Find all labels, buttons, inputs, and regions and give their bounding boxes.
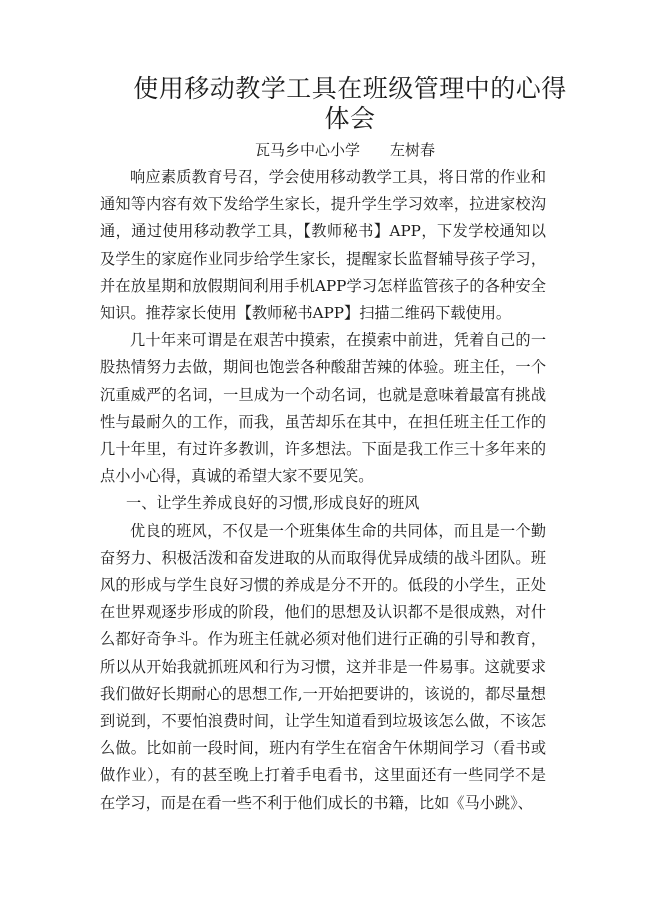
author-name: 左树春 [390,141,436,159]
paragraph-class-style: 优良的班风，不仅是一个班集体生命的共同体，而且是一个勤奋努力、积极活泼和奋发进取的从而取得优异成绩的战斗团队。班风的形成与学生良好习惯的养成是分不开的。低段的小学生，正处在世界观逐步形成的阶段，他们的思想及认识都不是很成熟，对什么都好奇争斗。作为班主任就必须对他们进行正确的引导和教育，所以从开始我就抓班风和行为习惯，这并非是一件易事。这就要求我们做好长期耐心的思想工作,一开始把要讲的，该说的，都尽量想到说到，不要怕浪费时间，让学生知道看到垃圾该怎么做，不该怎么做。比如前一段时间，班内有学生在宿舍午休期间学习（看书或做作业），有的甚至晚上打着手电看书，这里面还有一些同学不是在学习，而是在看一些不利于他们成长的书籍，比如《马小跳》、 [100,521,546,812]
author-line [0,136,650,164]
section-heading-1: 一、让学生养成良好的习惯,形成良好的班风 [126,494,420,513]
paragraph-intro: 响应素质教育号召，学会使用移动教学工具，将日常的作业和通知等内容有效下发给学生家长，提升学生学习效率，拉进家校沟通，通过使用移动教学工具，【教师秘书】APP，下发学校通知以及学生的家庭作业同步给学生家长，提醒家长监督辅导孩子学习，并在放星期和放假期间利用手机APP学习怎样监管孩子的各种安全知识。推荐家长使用【教师秘书APP】扫描二维码下载使用。 [100,168,546,323]
document-title: 使用移动教学工具在班级管理中的心得体会 [133,74,567,133]
paragraph-experience: 几十年来可谓是在艰苦中摸索，在摸索中前进，凭着自己的一股热情努力去做，期间也饱尝各种酸甜苦辣的体验。班主任，一个沉重威严的名词，一旦成为一个动名词，也就是意味着最富有挑战性与最耐久的工作，而我，虽苦却乐在其中，在担任班主任工作的几十年里，有过许多教训，许多想法。下面是我工作三十多年来的点小小心得，真诚的希望大家不要见笑。 [100,331,546,486]
author-school: 瓦马乡中心小学 [254,141,360,159]
document-body [100,164,546,817]
